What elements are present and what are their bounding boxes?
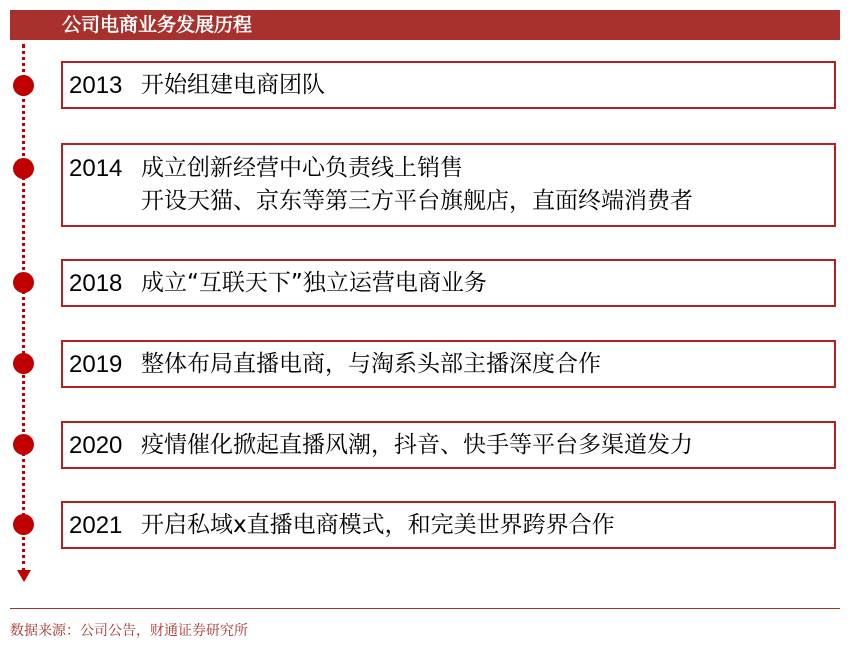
event-text: 疫情催化掀起直播风潮，抖音、快手等平台多渠道发力 xyxy=(141,431,693,458)
event-text: 开设天猫、京东等第三方平台旗舰店，直面终端消费者 xyxy=(141,188,693,214)
timeline-event-2018 xyxy=(61,259,836,307)
event-text: 成立“互联天下”独立运营电商业务 xyxy=(141,269,487,296)
page-title: 公司电商业务发展历程 xyxy=(62,14,253,36)
timeline-dot-2014 xyxy=(13,158,34,179)
timeline-event-2019 xyxy=(61,340,836,388)
event-line xyxy=(69,348,834,381)
timeline-event-2014 xyxy=(61,143,836,227)
event-year: 2019 xyxy=(69,350,123,378)
timeline-event-2021 xyxy=(61,501,836,549)
event-year: 2018 xyxy=(69,269,123,297)
event-year: 2020 xyxy=(69,431,123,459)
timeline-event-2020 xyxy=(61,421,836,469)
event-text: 开启私域x直播电商模式，和完美世界跨界合作 xyxy=(141,511,615,538)
timeline-event-2013 xyxy=(61,61,836,109)
timeline-dot-2020 xyxy=(13,434,34,455)
source-note: 数据来源：公司公告，财通证券研究所 xyxy=(10,623,248,639)
event-line xyxy=(69,185,834,218)
event-year: 2021 xyxy=(69,511,123,539)
event-line xyxy=(69,509,834,542)
event-text: 开始组建电商团队 xyxy=(141,71,325,98)
event-year: 2013 xyxy=(69,71,123,99)
timeline-line xyxy=(22,44,25,572)
event-text: 成立创新经营中心负责线上销售 xyxy=(141,155,463,181)
event-line xyxy=(69,69,834,102)
event-text: 整体布局直播电商，与淘系头部主播深度合作 xyxy=(141,350,601,377)
event-line xyxy=(69,267,834,300)
event-line xyxy=(69,429,834,462)
footer-divider xyxy=(10,608,840,609)
timeline-arrow-icon xyxy=(17,570,31,582)
timeline-dot-2021 xyxy=(13,514,34,535)
timeline-dot-2019 xyxy=(13,353,34,374)
event-year: 2014 xyxy=(69,155,123,182)
event-line xyxy=(69,152,834,185)
timeline-dot-2018 xyxy=(13,272,34,293)
timeline-dot-2013 xyxy=(13,75,34,96)
